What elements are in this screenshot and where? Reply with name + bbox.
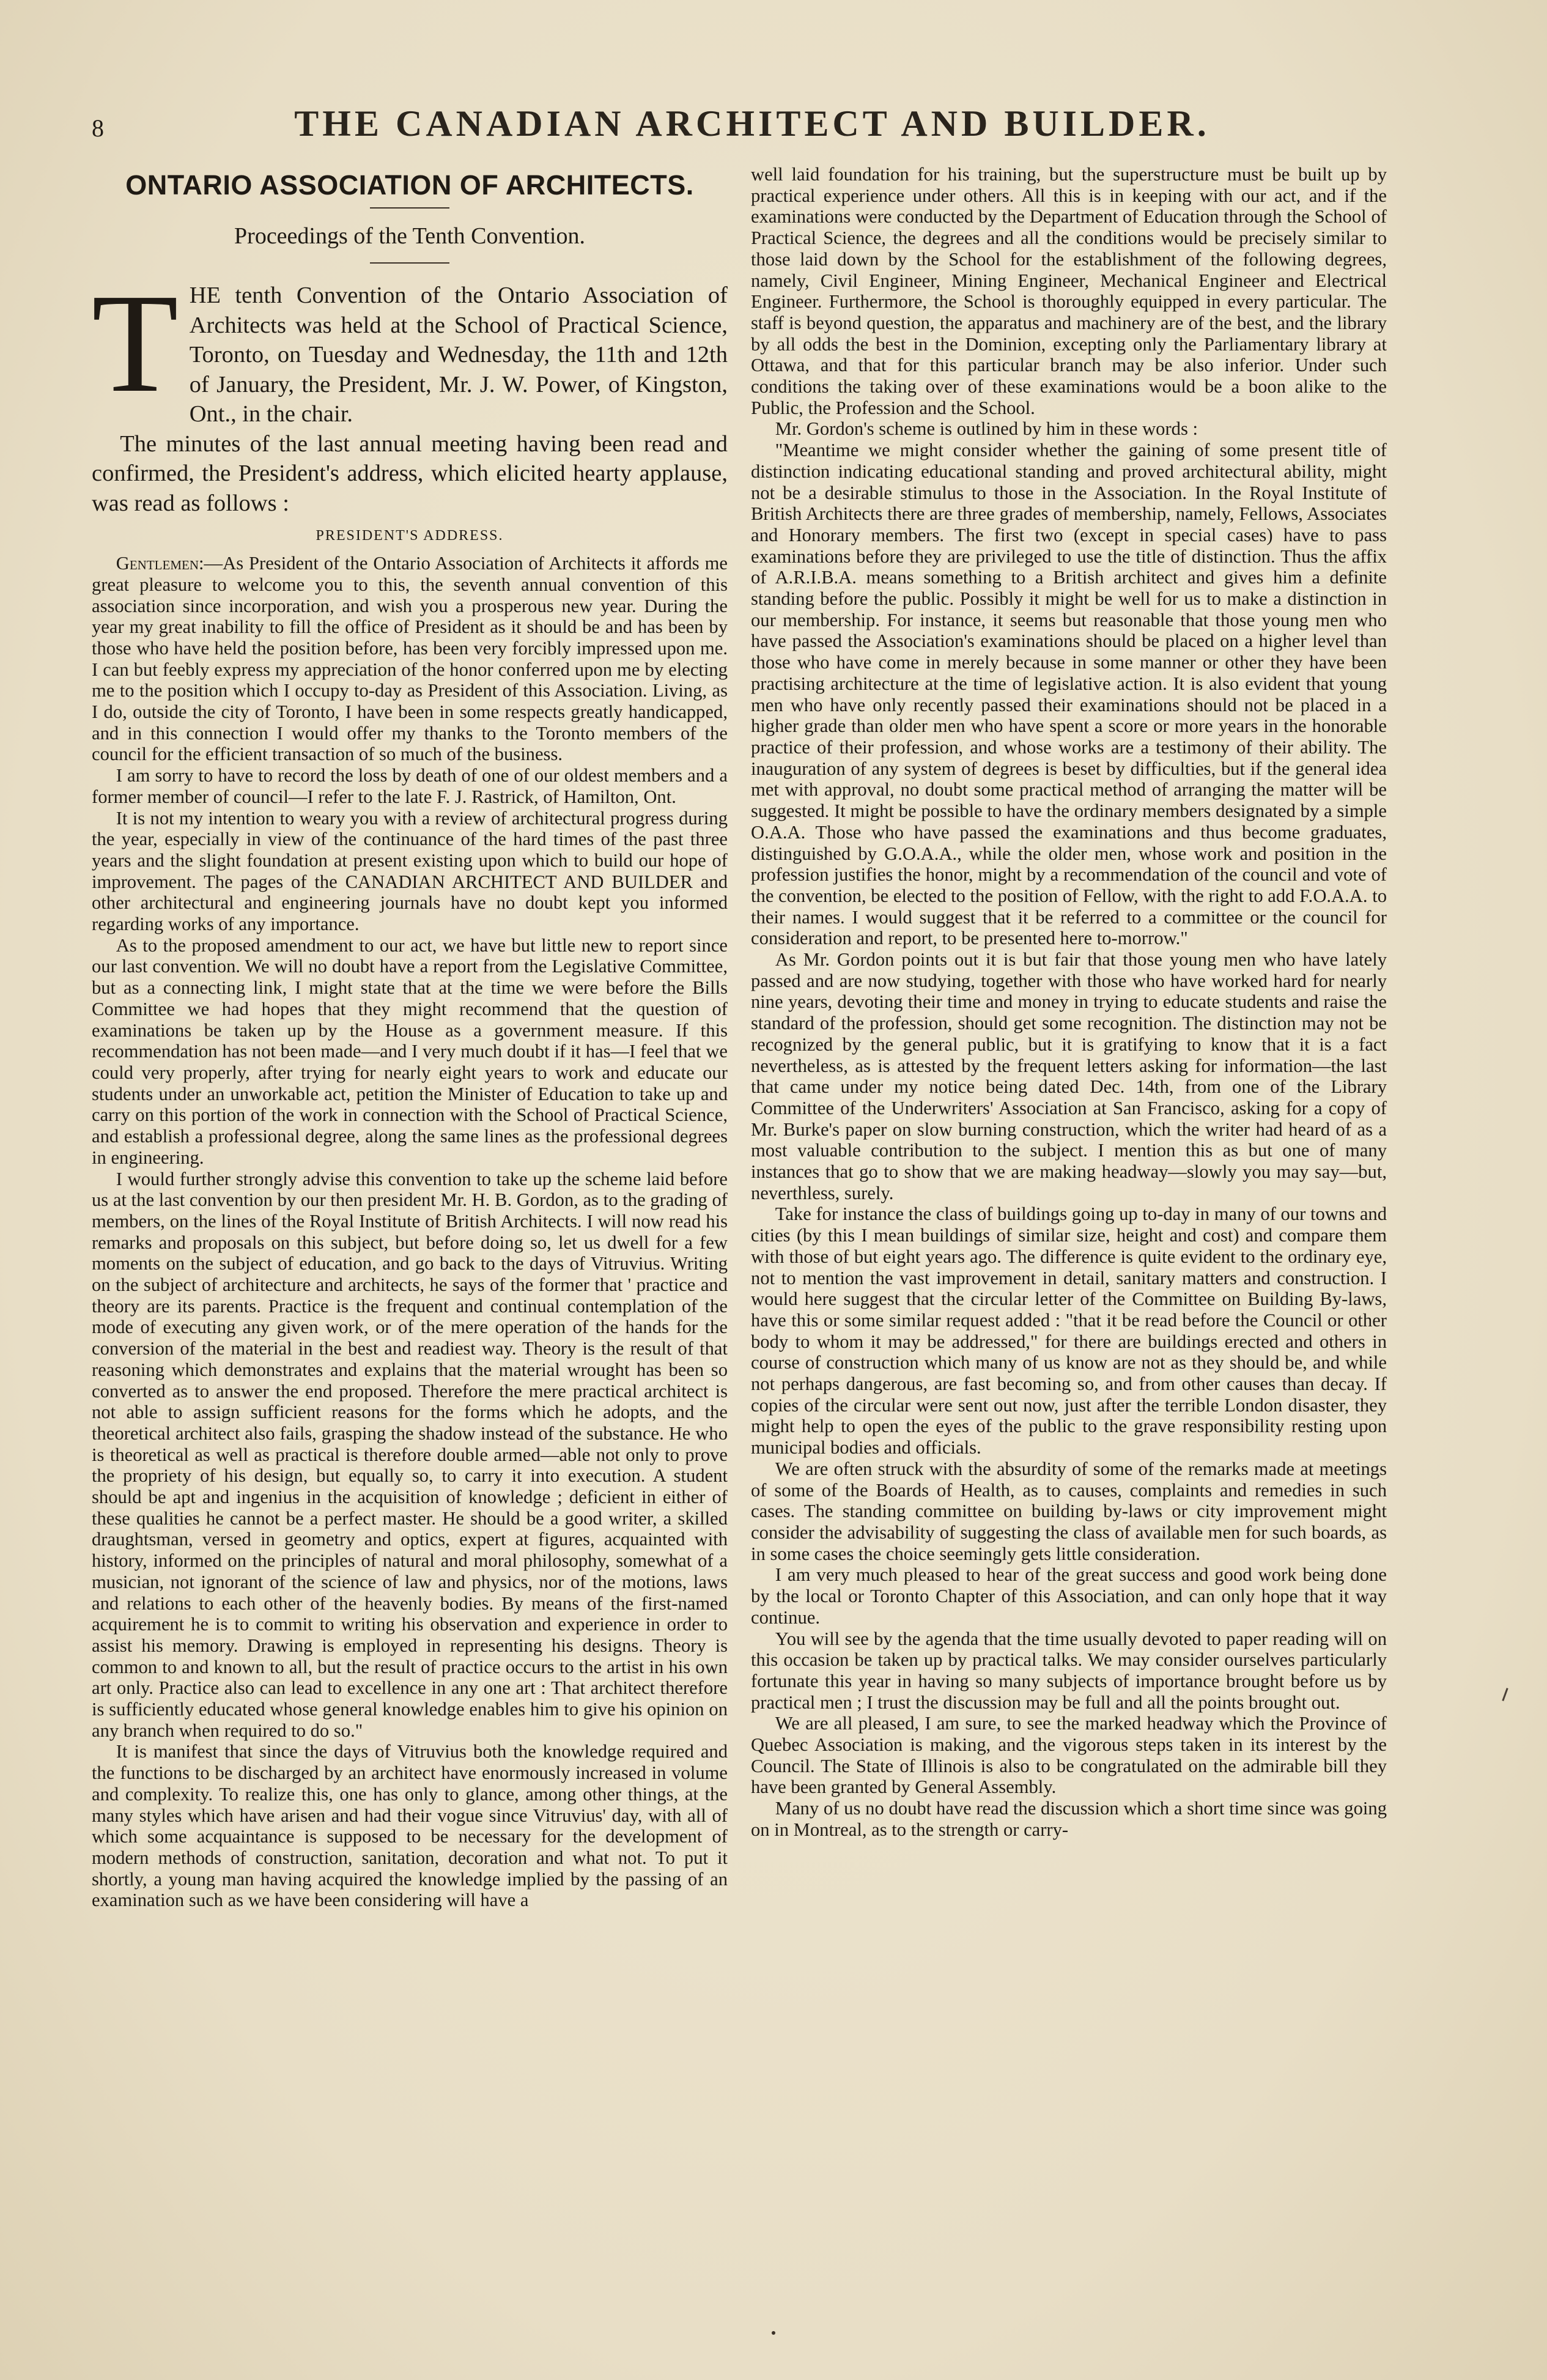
- article-subtitle: Proceedings of the Tenth Convention.: [234, 223, 585, 249]
- left-column: [92, 164, 728, 2301]
- section-heading: PRESIDENT'S ADDRESS.: [316, 528, 504, 544]
- address-paragraph: We are often struck with the absurdity of some of the remarks made at meetings of some of the Boards of Health, as to causes, complaints and remedies in such cases. The standing committee on building by-laws or city improvement might consider the advisability of suggesting the class of available men for such boards, as in some cases the choice seemingly gets little consideration.: [751, 1458, 1387, 1564]
- title-rule: [370, 207, 449, 209]
- address-paragraph: well laid foundation for his training, but the superstructure must be built up by practical experience under others. All this is in keeping with our act, and if the examinations were conducted by the Department of Education through the School of Practical Science, the degrees and all the conditions would be precisely similar to those laid down by the School for the establishment of the following degrees, namely, Civil Engineer, Mining Engineer, Mechanical Engineer and Electrical Engineer. Furthermore, the School is thoroughly equipped in every particular. The staff is beyond question, the apparatus and machinery are of the best, and the library by all odds the best in the Dominion, excepting only the Parliamentary library at Ottawa, and that for this particular branch may be also inferior. Under such conditions the taking over of these examinations would be a boon alike to the Public, the Profession and the School.: [751, 164, 1387, 418]
- address-paragraph: Take for instance the class of buildings going up to-day in many of our towns and cities (by this I mean buildings of similar size, height and cost) and compare them with those of but eight years ago. The difference is quite evident to the ordinary eye, not to mention the vast improvement in detail, sanitary matters and construction. I would here suggest that the circular letter of the Committee on Building By-laws, have this or some similar request added : "that it be read before the Council or other body to whom it may be addressed," for there are buildings erected and others in course of construction which many of us know are not as they should be, and while not perhaps dangerous, are fast becoming so, and from other causes than decay. If copies of the circular were sent out now, just after the terrible London disaster, they might help to open the eyes of the public to the grave responsibility resting upon municipal bodies and officials.: [751, 1203, 1387, 1458]
- salutation: Gentlemen: [116, 553, 199, 574]
- lead-second-paragraph: The minutes of the last annual meeting having been read and confirmed, the President's address, which elicited hearty applause, was read as follows :: [92, 431, 728, 516]
- address-paragraph: I am sorry to have to record the loss by death of one of our oldest members and a former member of council—I refer to the late F. J. Rastrick, of Hamilton, Ont.: [92, 765, 728, 807]
- lead-text: HE tenth Convention of the Ontario Association of Architects was held at the School of Practical Science, Toronto, on Tuesday and Wednesday, the 11th and 12th of January, the President, Mr. J. W. Power, of Kingston, Ont., in the chair.: [189, 283, 728, 427]
- right-column: [751, 164, 1387, 2301]
- paragraph-text: :—As President of the Ontario Association of Architects it affords me great pleasure to welcome you to this, the seventh annual convention of this association since incorporation, and wish you a prosperous new year. During the year my great inability to fill the office of President as it should be and has been by those who have held the position before, has been very forcibly impressed upon me. I can but feebly express my appreciation of the honor conferred upon me by electing me to the position which I occupy to-day as President of this Association. Living, as I do, outside the city of Toronto, I have been in some respects greatly handicapped, and in this connection I would offer my thanks to the Toronto members of the council for the efficient transaction of so much of the business.: [92, 553, 728, 765]
- margin-mark: [1502, 1688, 1508, 1701]
- address-paragraph: It is not my intention to weary you with a review of architectural progress during the year, especially in view of the continuance of the hard times of the past three years and the slight foundation at present existing upon which to build our hope of improvement. The pages of the CANADIAN ARCHITECT AND BUILDER and other architectural and engineering journals have no doubt kept you informed regarding works of any importance.: [92, 807, 728, 935]
- address-paragraph: As Mr. Gordon points out it is but fair that those young men who have lately passed and are now studying, together with those who have worked hard for nearly nine years, devoting their time and money in trying to educate students and raise the standard of the profession, should get some recognition. The distinction may not be recognized by the general public, but it is gratifying to know that it is a fact nevertheless, as is attested by the frequent letters asking for information—the last that came under my notice being dated Dec. 14th, from one of the Library Committee of the Underwriters' Association at San Francisco, asking for a copy of Mr. Burke's paper on slow burning construction, which the writer had heard of as a most valuable contribution to the subject. I mention this as but one of many instances that go to show that we are making headway—slowly you may say—but, neverthless, surely.: [751, 949, 1387, 1203]
- address-paragraph: It is manifest that since the days of Vitruvius both the knowledge required and the functions to be discharged by an architect have enormously increased in volume and complexity. To realize this, one has only to glance, among other things, at the many styles which have arisen and had their vogue since Vitruvius' day, with all of which some acquaintance is supposed to be necessary for the development of modern methods of construction, sanitation, decoration and what not. To put it shortly, a young man having acquired the knowledge implied by the passing of an examination such as we have been considering will have a: [92, 1741, 728, 1911]
- subtitle-rule: [370, 262, 449, 264]
- address-paragraph: I am very much pleased to hear of the great success and good work being done by the local or Toronto Chapter of this Association, and can only hope that it way continue.: [751, 1564, 1387, 1628]
- address-paragraph: Mr. Gordon's scheme is outlined by him in these words :: [775, 418, 1198, 440]
- lead-paragraph: [92, 265, 728, 429]
- quoted-paragraph: "Meantime we might consider whether the gaining of some present title of distinction indicating educational standing and proved architectural ability, might not be a desirable stimulus to those in the Association. In the Royal Institute of British Architects there are three grades of membership, namely, Fellows, Associates and Honorary members. The first two (except in special cases) have to pass examinations before they are privileged to use the title of distinction. Thus the affix of A.R.I.B.A. means something to a British architect and gives him a definite standing before the public. Possibly it might be well for us to make a distinction in our membership. For instance, it seems but reasonable that those young men who have passed the Association's examinations should be placed on a higher level than those who have come in merely because in some manner or other they have been practising architecture at the time of legislative action. It is also evident that young men who have only recently passed their examinations should not be placed in a higher grade than older men who have spent a score or more years in the honorable practice of their profession, and whose works are a testimony of their ability. The inauguration of any system of degrees is beset by difficulties, but if the general idea met with approval, no doubt some practical method of arranging the matter will be suggested. It might be possible to have the ordinary members designated by a simple O.A.A. Those who have passed the examinations and thus become graduates, distinguished by G.O.A.A., while the older men, whose work and position in the profession justifies the honor, might by a recommendation of the council and vote of the convention, be elected to the position of Fellow, with the right to add F.O.A.A. to their names. I would suggest that it be referred to a committee or the council for consideration and report, to be presented here to-morrow.": [751, 440, 1387, 949]
- journal-title: THE CANADIAN ARCHITECT AND BUILDER.: [294, 103, 1210, 144]
- footer-mark: [772, 2331, 775, 2335]
- address-paragraph: We are all pleased, I am sure, to see the marked headway which the Province of Quebec Association is making, and the vigorous steps taken in its interest by the Council. The State of Illinois is also to be congratulated on the admirable bill they have been granted by General Assembly.: [751, 1713, 1387, 1798]
- address-paragraph: [92, 553, 728, 765]
- address-paragraph: As to the proposed amendment to our act, we have but little new to report since our last convention. We will no doubt have a report from the Legislative Committee, but as a connecting link, I might state that at the time we were before the Bills Committee we had hopes that they might recommend that the question of examinations be taken up by the House as a government measure. If this recommendation has not been made—and I very much doubt if it has—I feel that we could very properly, after trying for nearly eight years to work and educate our students under an unworkable act, petition the Minister of Education to take up and carry on this portion of the work in connection with the School of Practical Science, and establish a professional degree, along the same lines as the professional degrees in engineering.: [92, 934, 728, 1168]
- running-head: [92, 103, 1412, 146]
- page-number: 8: [92, 114, 104, 142]
- address-paragraph: You will see by the agenda that the time usually devoted to paper reading will on this occasion be taken up by practical talks. We may consider ourselves particularly fortunate this year in having so many subjects of importance brought before us by practical men ; I trust the discussion may be full and all the points brought out.: [751, 1628, 1387, 1713]
- drop-cap: T: [92, 265, 179, 423]
- address-paragraph: Many of us no doubt have read the discussion which a short time since was going on in Montreal, as to the strength or carry-: [751, 1798, 1387, 1840]
- article-title: ONTARIO ASSOCIATION OF ARCHITECTS.: [125, 169, 694, 201]
- address-paragraph: I would further strongly advise this convention to take up the scheme laid before us at the last convention by our then president Mr. H. B. Gordon, as to the grading of members, on the lines of the Royal Institute of British Architects. I will now read his remarks and proposals on this subject, but before doing so, let us dwell for a few moments on the subject of education, and go back to the days of Vitruvius. Writing on the subject of architecture and architects, he says of the former that ' practice and theory are its parents. Practice is the frequent and continual contemplation of the mode of executing any given work, or of the mere operation of the hands for the conversion of the material in the best and readiest way. Theory is the result of that reasoning which demonstrates and explains that the material wrought has been so converted as to answer the end proposed. Therefore the mere practical architect is not able to assign sufficient reasons for the forms which he adopts, and the theoretical architect also fails, grasping the shadow instead of the substance. He who is theoretical as well as practical is therefore double armed—able not only to prove the propriety of his design, but equally so, to carry it into execution. A student should be apt and ingenius in the acquisition of knowledge ; deficient in either of these qualities he cannot be a perfect master. He should be a good writer, a skilled draughtsman, versed in geometry and optics, expert at figures, acquainted with history, informed on the principles of natural and moral philosophy, somewhat of a musician, not ignorant of the science of law and physics, nor of the motions, laws and relations to each other of the heavenly bodies. By means of the first-named acquirement he is to commit to writing his observation and experience in order to assist his memory. Drawing is employed in representing his designs. Theory is common to and known to all, but the result of practice occurs to the artist in his own art only. Practice also can lead to excellence in any one art : That architect therefore is sufficiently educated whose general knowledge enables him to give his opinion on any branch when required to do so.": [92, 1168, 728, 1741]
